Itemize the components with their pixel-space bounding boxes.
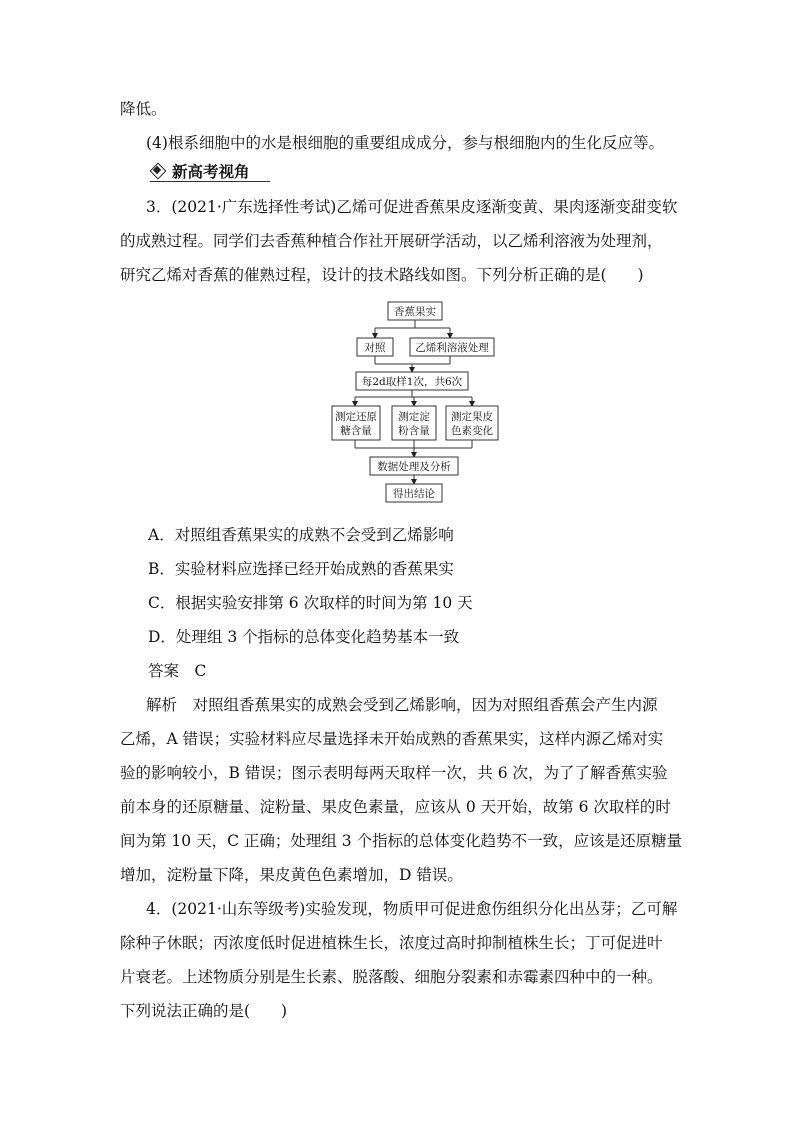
svg-text:糖含量: 糖含量 <box>340 425 372 437</box>
option-d: D．处理组 3 个指标的总体变化趋势基本一致 <box>148 628 460 646</box>
analysis-line-4: 前本身的还原糖量、淀粉量、果皮色素量，应该从 0 天开始，故第 6 次取样的时 <box>120 798 671 816</box>
svg-text:测定还原: 测定还原 <box>335 411 377 423</box>
svg-text:数据处理及分析: 数据处理及分析 <box>377 461 451 473</box>
analysis-line-1: 解析 对照组香蕉果实的成熟会受到乙烯影响，因为对照组香蕉会产生内源 <box>146 696 658 714</box>
svg-text:测定淀: 测定淀 <box>398 411 430 423</box>
box-conclusion <box>386 484 442 502</box>
option-a: A．对照组香蕉果实的成熟不会受到乙烯影响 <box>148 526 454 544</box>
svg-text:色素变化: 色素变化 <box>451 425 493 437</box>
answer-label: 答案 <box>148 662 180 680</box>
paragraph-continuation: 降低。 <box>120 100 167 118</box>
box-measure-pigment <box>446 406 498 440</box>
analysis-line-2: 乙烯，A 错误；实验材料应尽量选择未开始成熟的香蕉果实，这样内源乙烯对实 <box>120 730 664 748</box>
answer-line <box>148 660 206 682</box>
q4-stem-line-4: 下列说法正确的是( ) <box>120 1002 288 1020</box>
box-treatment-text: 乙烯利溶液处理 <box>415 342 489 354</box>
section-heading <box>150 160 250 182</box>
box-data-processing <box>370 457 458 475</box>
option-c: C．根据实验安排第 6 次取样的时间为第 10 天 <box>148 594 473 612</box>
box-measure-starch <box>392 406 436 440</box>
section-title: 新高考视角 <box>172 163 250 181</box>
box-control <box>357 338 393 356</box>
q4-stem-line-1: 4．(2021·山东等级考)实验发现，物质甲可促进愈伤组织分化出丛芽；乙可解 <box>146 900 678 918</box>
svg-text:粉含量: 粉含量 <box>398 425 430 437</box>
box-measure-sugar <box>332 406 380 440</box>
option-b: B．实验材料应选择已经开始成熟的香蕉果实 <box>148 560 454 578</box>
svg-text:测定果皮: 测定果皮 <box>451 411 493 423</box>
box-top <box>388 302 442 320</box>
paragraph-item-4: (4)根系细胞中的水是根细胞的重要组成成分，参与根细胞内的生化反应等。 <box>146 134 664 152</box>
answer-value: C <box>194 662 207 680</box>
box-sampling <box>356 372 468 390</box>
analysis-line-5: 间为第 10 天，C 正确；处理组 3 个指标的总体变化趋势不一致，应该是还原糖量 <box>120 832 683 850</box>
diamond-icon <box>150 163 166 179</box>
q4-stem-line-3: 片衰老。上述物质分别是生长素、脱落酸、细胞分裂素和赤霉素四种中的一种。 <box>120 968 663 986</box>
box-top-text: 香蕉果实 <box>394 306 436 318</box>
svg-text:得出结论: 得出结论 <box>393 488 435 500</box>
section-underline <box>150 181 270 182</box>
box-sampling-text: 每2d取样1次，共6次 <box>361 376 463 388</box>
box-treatment <box>410 338 494 356</box>
analysis-line-3: 验的影响较小，B 错误；图示表明每两天取样一次，共 6 次，为了了解香蕉实验 <box>120 764 668 782</box>
q4-stem-line-2: 除种子休眠；丙浓度低时促进植株生长，浓度过高时抑制植株生长；丁可促进叶 <box>120 934 663 952</box>
technical-route-diagram <box>330 300 510 510</box>
q3-stem-line-1: 3．(2021·广东选择性考试)乙烯可促进香蕉果皮逐渐变黄、果肉逐渐变甜变软 <box>146 198 678 216</box>
analysis-label: 解析 <box>146 696 178 714</box>
q3-stem-line-3: 研究乙烯对香蕉的催熟过程，设计的技术路线如图。下列分析正确的是( ) <box>120 266 644 284</box>
analysis-line-6: 增加，淀粉量下降，果皮黄色色素增加，D 错误。 <box>120 866 463 884</box>
q3-stem-line-2: 的成熟过程。同学们去香蕉种植合作社开展研学活动，以乙烯利溶液为处理剂， <box>120 232 663 250</box>
box-control-text: 对照 <box>364 342 386 354</box>
